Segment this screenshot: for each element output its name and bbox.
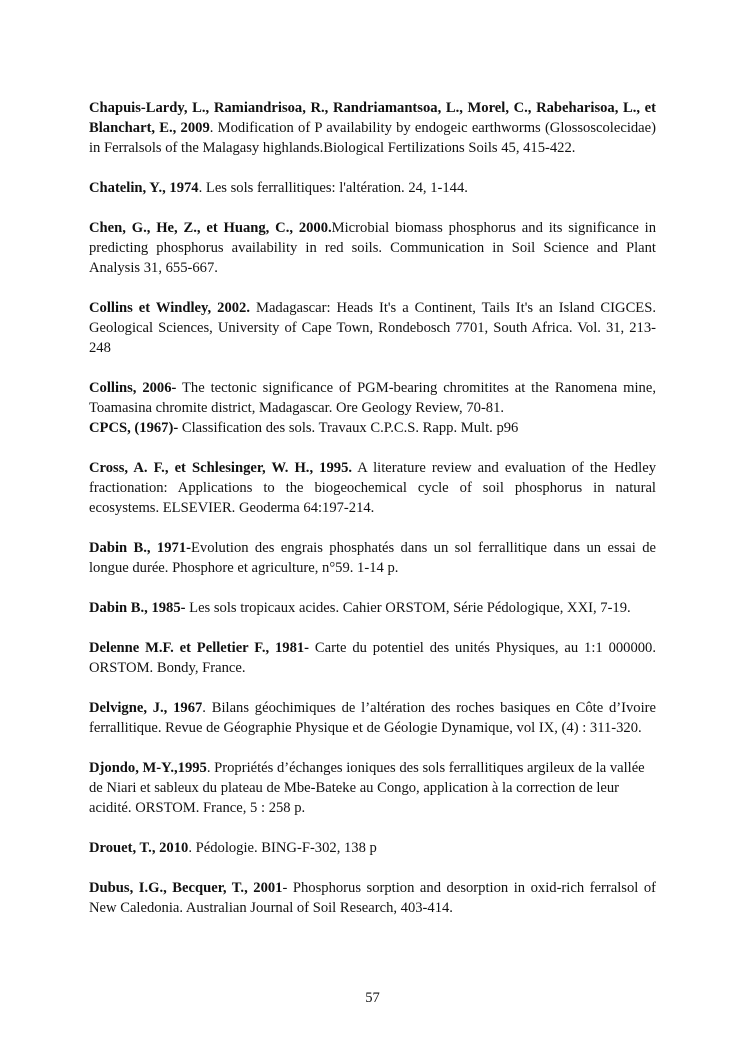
reference-text: . Bilans géochimiques de l’altération des roches basiques en Côte d’Ivoire ferrallitique. Revue de Géographie Physique et de Géologie Dynamique, vol IX, (4) : 311-320. — [89, 700, 656, 736]
reference-text: Evolution des engrais phosphatés dans un sol ferrallitique dans un essai de longue durée. Phosphore et agriculture, n°59. 1-14 p. — [89, 540, 656, 576]
reference-entry — [89, 218, 656, 278]
reference-authors: Chapuis-Lardy, L., Ramiandrisoa, R., Randriamantsoa, L., Morel, C., Rabeharisoa, L., et Blanchart, E., 2009 — [89, 100, 656, 136]
reference-text: - Phosphorus sorption and desorption in oxid-rich ferralsol of New Caledonia. Australian Journal of Soil Research, 403-414. — [89, 880, 657, 916]
reference-authors: Collins, 2006- — [89, 380, 177, 396]
reference-text: Carte du potentiel des unités Physiques, au 1:1 000000. ORSTOM. Bondy, France. — [89, 640, 656, 676]
reference-entry — [89, 878, 656, 918]
reference-text: . Propriétés d’échanges ioniques des sols ferrallitiques argileux de la vallée de Niari et sableux du plateau de Mbe-Bateke au Congo, application à la correction de leur acidité. ORSTOM. France, 5 : 258 p. — [89, 760, 645, 816]
reference-entry — [89, 418, 656, 438]
reference-authors: Dabin B., 1971- — [89, 540, 191, 556]
reference-authors: Collins et Windley, 2002. — [89, 300, 250, 316]
reference-entry — [89, 598, 656, 618]
reference-entry — [89, 838, 656, 858]
reference-authors: Dubus, I.G., Becquer, T., 2001 — [89, 880, 283, 896]
reference-entry — [89, 638, 656, 678]
reference-entry — [89, 178, 656, 198]
reference-text: . Pédologie. BING-F-302, 138 p — [188, 840, 377, 856]
reference-list — [89, 98, 656, 938]
reference-authors: Djondo, M-Y.,1995 — [89, 760, 207, 776]
reference-entry — [89, 758, 656, 818]
reference-authors: Dabin B., 1985- — [89, 600, 186, 616]
reference-entry — [89, 538, 656, 578]
reference-authors: CPCS, (1967)- — [89, 420, 179, 436]
reference-entry — [89, 378, 656, 418]
reference-authors: Chen, G., He, Z., et Huang, C., 2000. — [89, 220, 332, 236]
reference-entry — [89, 98, 656, 158]
reference-authors: Chatelin, Y., 1974 — [89, 180, 199, 196]
reference-text: Classification des sols. Travaux C.P.C.S. Rapp. Mult. p96 — [178, 420, 519, 436]
reference-entry — [89, 458, 656, 518]
reference-entry — [89, 298, 656, 358]
reference-authors: Cross, A. F., et Schlesinger, W. H., 1995. — [89, 460, 353, 476]
reference-authors: Delvigne, J., 1967 — [89, 700, 203, 716]
reference-text: The tectonic significance of PGM-bearing chromitites at the Ranomena mine, Toamasina chromite district, Madagascar. Ore Geology Review, 70-81. — [89, 380, 656, 416]
reference-authors: Drouet, T., 2010 — [89, 840, 189, 856]
reference-text: . Les sols ferrallitiques: l'altération. 24, 1-144. — [198, 180, 468, 196]
reference-text: A literature review and evaluation of the Hedley fractionation: Applications to the biogeochemical cycle of soil phosphorus in natural ecosystems. ELSEVIER. Geoderma 64:197-214. — [89, 460, 656, 516]
reference-entry — [89, 698, 656, 738]
reference-text: Madagascar: Heads It's a Continent, Tails It's an Island CIGCES. Geological Sciences, University of Cape Town, Rondebosch 7701, South Africa. Vol. 31, 213- 248 — [89, 300, 656, 356]
reference-text: Microbial biomass phosphorus and its significance in predicting phosphorus availability in red soils. Communication in Soil Science and Plant Analysis 31, 655-667. — [89, 220, 656, 276]
reference-text: . Modification of P availability by endogeic earthworms (Glossoscolecidae) in Ferralsols of the Malagasy highlands.Biological Fertilizations Soils 45, 415-422. — [89, 120, 656, 156]
reference-text: Les sols tropicaux acides. Cahier ORSTOM, Série Pédologique, XXI, 7-19. — [185, 600, 631, 616]
page-number: 57 — [365, 990, 380, 1006]
reference-authors: Delenne M.F. et Pelletier F., 1981- — [89, 640, 310, 656]
